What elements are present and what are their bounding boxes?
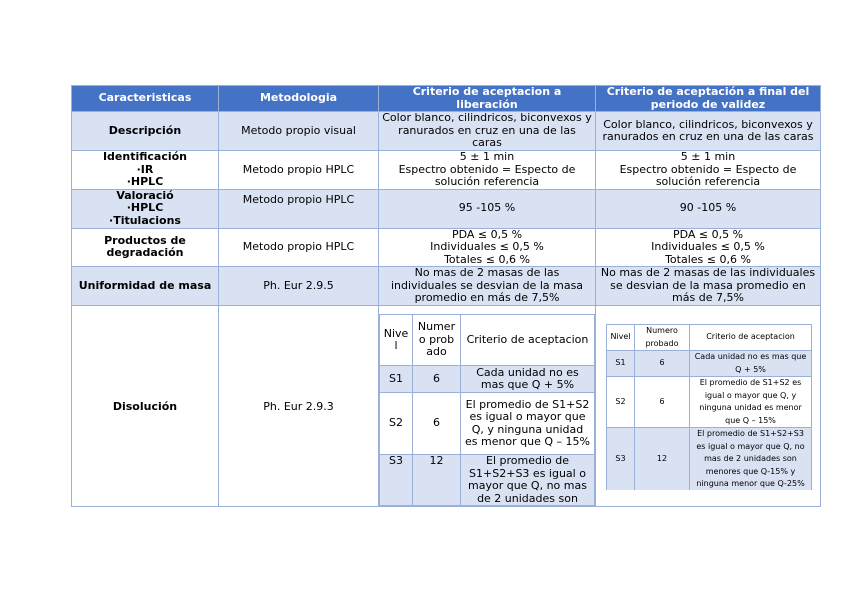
row-label [72,189,219,228]
text-line: PDA ≤ 0,5 % [451,228,523,241]
row-descripcion [72,112,821,151]
text-line: Individuales ≤ 0,5 % [651,240,765,253]
sub-cell-nivel: S1 [380,366,413,393]
sub2-cell-criterio: El promedio de S1+S2 es igual o mayor que Q, y ninguna unidad es menor que Q – 15% [690,377,812,428]
sub2-row-s3 [607,428,812,491]
sub-cell-numero: 6 [413,393,461,455]
sub-cell-criterio: Cada unidad no es mas que Q + 5% [461,366,595,393]
sub-cell-numero: 6 [413,366,461,393]
row-method: Metodo propio visual [219,112,379,151]
row-label-line: degradación [106,246,184,260]
header-metodologia: Metodologia [219,86,379,112]
sub2-cell-numero: 6 [635,377,690,428]
row-label-line: Valoració [116,189,174,202]
row-label-line: ·IR [136,162,154,176]
row-val: Color blanco, cilindricos, biconvexos y ranurados en cruz en una de las caras [596,112,821,151]
text-line: Espectro obtenido = Especto de solución referencia [398,162,576,188]
text-line: 5 ± 1 min [680,150,736,163]
row-method: Metodo propio HPLC [219,228,379,267]
row-label-line: ·HPLC [126,201,164,215]
row-label-line: Identificación [102,150,188,163]
row-label: Uniformidad de masa [72,267,219,306]
dissolution-lib-cell [379,306,596,507]
row-lib [379,228,596,267]
row-disolucion [72,306,821,507]
row-val: 90 -105 % [596,189,821,228]
sub-cell-criterio: El promedio de S1+S2 es igual o mayor que Q, y ninguna unidad es menor que Q – 15% [461,393,595,455]
row-identificacion [72,151,821,190]
sub2-cell-numero: 6 [635,351,690,377]
sub-header-row [380,315,595,366]
text-line: 5 ± 1 min [459,150,515,163]
sub2-row-s2 [607,377,812,428]
text-line: Individuales ≤ 0,5 % [430,240,544,253]
row-lib: No mas de 2 masas de las individuales se desvian de la masa promedio en más de 7,5% [379,267,596,306]
text-line: PDA ≤ 0,5 % [672,228,744,241]
sub2-cell-criterio: El promedio de S1+S2+S3 es igual o mayor que Q, no mas de 2 unidades son menores que Q-15% y ninguna menor que Q-25% [690,428,812,491]
sub-header-criterio: Criterio de aceptacion [461,315,595,366]
row-label-line: ·Titulacions [109,213,181,227]
sub-header-numero: Numero probado [413,315,461,366]
specification-table [71,85,821,507]
row-method: Ph. Eur 2.9.3 [219,306,379,507]
row-productos-degradacion [72,228,821,267]
dissolution-lib-table [379,314,595,506]
row-lib: 95 -105 % [379,189,596,228]
sub-row-s1 [380,366,595,393]
sub-cell-nivel: S2 [380,393,413,455]
sub2-row-s1 [607,351,812,377]
sub2-cell-criterio: Cada unidad no es mas que Q + 5% [690,351,812,377]
sub2-header-row [607,325,812,351]
sub-header-nivel: Nivel [380,315,413,366]
text-line: Totales ≤ 0,6 % [665,252,751,266]
dissolution-val-table [606,324,812,490]
row-valoracion [72,189,821,228]
header-criterio-liberacion: Criterio de aceptacion a liberación [379,86,596,112]
dissolution-val-image [606,324,812,490]
sub-cell-numero: 12 [413,455,461,506]
row-method: Metodo propio HPLC [219,151,379,190]
row-method: Ph. Eur 2.9.5 [219,267,379,306]
sub-row-s2 [380,393,595,455]
row-lib [379,151,596,190]
row-val: No mas de 2 masas de las individuales se desvian de la masa promedio en más de 7,5% [596,267,821,306]
sub2-cell-nivel: S3 [607,428,635,491]
sub2-header-criterio: Criterio de aceptacion [690,325,812,351]
sub-row-s3 [380,455,595,506]
row-lib: Color blanco, cilindricos, biconvexos y ranurados en cruz en una de las caras [379,112,596,151]
header-caracteristicas: Caracteristicas [72,86,219,112]
row-val [596,228,821,267]
sub2-header-nivel: Nivel [607,325,635,351]
row-uniformidad-masa [72,267,821,306]
row-label-line: Productos de [104,233,186,247]
sub2-cell-nivel: S2 [607,377,635,428]
row-label-line: ·HPLC [126,175,164,188]
row-method: Metodo propio HPLC [219,189,379,228]
dissolution-val-cell [596,306,821,507]
text-line: Totales ≤ 0,6 % [444,252,530,266]
sub-cell-nivel: S3 [380,455,413,506]
sub2-header-numero: Numero probado [635,325,690,351]
header-criterio-validez: Criterio de aceptación a final del periodo de validez [596,86,821,112]
sub2-cell-numero: 12 [635,428,690,491]
row-label [72,228,219,267]
row-val [596,151,821,190]
sub-cell-criterio: El promedio de S1+S2+S3 es igual o mayor que Q, no mas de 2 unidades son [461,455,595,506]
row-label [72,151,219,190]
header-row [72,86,821,112]
row-label: Descripción [72,112,219,151]
sub2-cell-nivel: S1 [607,351,635,377]
row-label: Disolución [72,306,219,507]
text-line: Espectro obtenido = Especto de solución referencia [619,162,797,188]
